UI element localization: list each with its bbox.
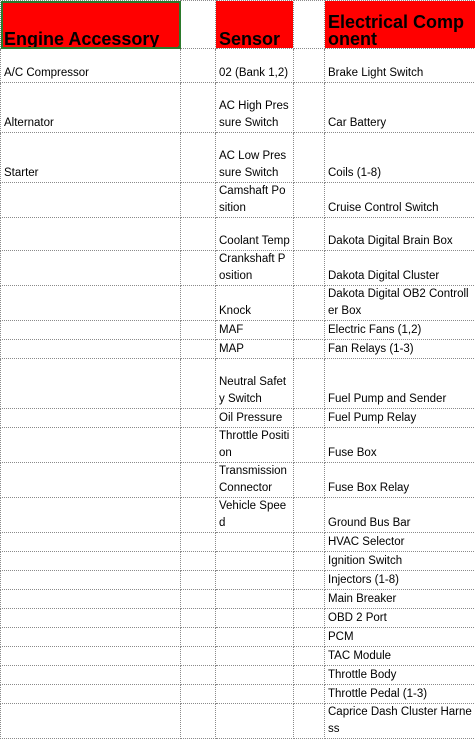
empty-cell[interactable]: [181, 321, 216, 340]
sensor-cell[interactable]: [216, 321, 294, 340]
empty-cell[interactable]: [181, 552, 216, 571]
electrical-component-cell[interactable]: [325, 609, 475, 628]
empty-cell[interactable]: [181, 609, 216, 628]
empty-cell[interactable]: [181, 533, 216, 552]
empty-cell[interactable]: [294, 533, 325, 552]
empty-cell[interactable]: [294, 590, 325, 609]
electrical-component-cell[interactable]: [325, 133, 475, 183]
electrical-component-cell[interactable]: [325, 286, 475, 321]
sensor-cell[interactable]: [216, 571, 294, 590]
empty-cell[interactable]: [181, 628, 216, 647]
engine-accessory-cell[interactable]: [1, 590, 181, 609]
sensor-cell[interactable]: [216, 498, 294, 533]
header-cell-electrical-component[interactable]: Electrical Component: [325, 1, 475, 49]
empty-cell[interactable]: [181, 666, 216, 685]
sensor-cell[interactable]: [216, 666, 294, 685]
empty-cell[interactable]: [294, 49, 325, 83]
cell-text: Fan Relays (1-3): [328, 342, 414, 355]
table-row: [1, 609, 475, 628]
empty-cell[interactable]: [181, 251, 216, 286]
table-row: [1, 83, 475, 133]
electrical-component-cell[interactable]: [325, 666, 475, 685]
table-row: [1, 533, 475, 552]
table-row: [1, 498, 475, 533]
table-row: [1, 463, 475, 498]
table-row: [1, 133, 475, 183]
electrical-component-cell[interactable]: [325, 183, 475, 218]
sensor-cell[interactable]: [216, 463, 294, 498]
electrical-component-cell[interactable]: [325, 251, 475, 286]
engine-accessory-cell[interactable]: [1, 628, 181, 647]
cell-text: Ground Bus Bar: [328, 516, 411, 529]
cell-text: Throttle Position: [219, 430, 290, 459]
empty-cell[interactable]: [294, 552, 325, 571]
empty-cell[interactable]: [181, 409, 216, 428]
sensor-cell[interactable]: [216, 133, 294, 183]
cell-text: MAF: [219, 323, 244, 336]
sensor-cell[interactable]: [216, 286, 294, 321]
empty-cell[interactable]: [294, 183, 325, 218]
cell-text: TAC Module: [328, 649, 392, 662]
table-row: [1, 685, 475, 704]
electrical-component-cell[interactable]: [325, 359, 475, 409]
table-row: [1, 552, 475, 571]
cell-text: Knock: [219, 304, 251, 317]
empty-cell[interactable]: [181, 498, 216, 533]
empty-cell[interactable]: [294, 704, 325, 739]
table-row: [1, 571, 475, 590]
table-row: [1, 704, 475, 739]
empty-cell[interactable]: [294, 628, 325, 647]
empty-cell[interactable]: [181, 133, 216, 183]
cell-text: Coolant Temp: [219, 234, 290, 247]
cell-text: Camshaft Position: [219, 185, 286, 214]
header-cell-sensor[interactable]: Sensor: [216, 1, 294, 49]
empty-cell[interactable]: [181, 571, 216, 590]
cell-text: Dakota Digital OB2 Controller Box: [328, 288, 469, 317]
cell-text: Oil Pressure: [219, 411, 283, 424]
sensor-cell[interactable]: [216, 704, 294, 739]
empty-cell[interactable]: [181, 590, 216, 609]
empty-cell[interactable]: [181, 359, 216, 409]
table-row: [1, 340, 475, 359]
table-row: [1, 428, 475, 463]
table-row: [1, 359, 475, 409]
sensor-cell[interactable]: [216, 647, 294, 666]
table-row: [1, 286, 475, 321]
engine-accessory-cell[interactable]: [1, 428, 181, 463]
sensor-cell[interactable]: [216, 83, 294, 133]
cell-text: Brake Light Switch: [328, 66, 424, 79]
cell-text: Injectors (1-8): [328, 573, 399, 586]
cell-text: Caprice Dash Cluster Harness: [328, 706, 472, 735]
cell-text: AC Low Pressure Switch: [219, 150, 287, 179]
table-row: [1, 49, 475, 83]
empty-cell[interactable]: [294, 428, 325, 463]
header-row: [1, 1, 475, 49]
engine-accessory-cell[interactable]: [1, 359, 181, 409]
engine-accessory-cell[interactable]: [1, 218, 181, 251]
cell-text: Fuse Box: [328, 446, 377, 459]
engine-accessory-cell[interactable]: [1, 704, 181, 739]
engine-accessory-cell[interactable]: [1, 409, 181, 428]
cell-text: Coils (1-8): [328, 166, 382, 179]
sensor-cell[interactable]: [216, 628, 294, 647]
table-row: [1, 251, 475, 286]
cell-text: Transmission Connector: [219, 465, 287, 494]
sensor-cell[interactable]: [216, 685, 294, 704]
engine-accessory-cell[interactable]: [1, 498, 181, 533]
cell-text: Neutral Safety Switch: [219, 376, 287, 405]
engine-accessory-cell[interactable]: [1, 183, 181, 218]
sensor-cell[interactable]: [216, 552, 294, 571]
engine-accessory-cell[interactable]: [1, 133, 181, 183]
table-row: [1, 666, 475, 685]
table-row: [1, 590, 475, 609]
electrical-component-cell[interactable]: [325, 685, 475, 704]
electrical-component-cell[interactable]: [325, 321, 475, 340]
empty-cell[interactable]: [181, 218, 216, 251]
empty-cell[interactable]: [294, 685, 325, 704]
electrical-component-cell[interactable]: [325, 428, 475, 463]
sensor-cell[interactable]: [216, 590, 294, 609]
electrical-component-cell[interactable]: [325, 463, 475, 498]
sensor-cell[interactable]: [216, 218, 294, 251]
table-row: [1, 409, 475, 428]
sensor-cell[interactable]: [216, 251, 294, 286]
engine-accessory-cell[interactable]: [1, 609, 181, 628]
sensor-cell[interactable]: [216, 609, 294, 628]
engine-accessory-cell[interactable]: [1, 286, 181, 321]
cell-text: Fuse Box Relay: [328, 481, 410, 494]
empty-cell[interactable]: [294, 647, 325, 666]
electrical-component-cell[interactable]: [325, 628, 475, 647]
empty-cell[interactable]: [181, 83, 216, 133]
cell-text: Alternator: [4, 116, 54, 129]
cell-text: Fuel Pump and Sender: [328, 392, 447, 405]
sensor-cell[interactable]: [216, 340, 294, 359]
empty-cell[interactable]: [181, 647, 216, 666]
cell-text: 02 (Bank 1,2): [219, 66, 289, 79]
table-row: [1, 183, 475, 218]
cell-text: Ignition Switch: [328, 554, 403, 567]
empty-cell[interactable]: [294, 286, 325, 321]
empty-cell[interactable]: [181, 340, 216, 359]
cell-text: HVAC Selector: [328, 535, 405, 548]
empty-cell[interactable]: [294, 321, 325, 340]
sensor-cell[interactable]: [216, 49, 294, 83]
empty-cell[interactable]: [294, 251, 325, 286]
engine-accessory-cell[interactable]: [1, 321, 181, 340]
table-row: [1, 647, 475, 666]
cell-text: MAP: [219, 342, 244, 355]
cell-text: OBD 2 Port: [328, 611, 387, 624]
electrical-component-cell[interactable]: [325, 83, 475, 133]
sensor-cell[interactable]: [216, 409, 294, 428]
engine-accessory-cell[interactable]: [1, 571, 181, 590]
engine-accessory-cell[interactable]: [1, 533, 181, 552]
cell-text: Main Breaker: [328, 592, 397, 605]
empty-cell[interactable]: [294, 218, 325, 251]
empty-cell[interactable]: [181, 1, 216, 49]
electrical-component-cell[interactable]: [325, 409, 475, 428]
empty-cell[interactable]: [294, 359, 325, 409]
electrical-component-cell[interactable]: [325, 704, 475, 739]
cell-text: Starter: [4, 166, 39, 179]
sensor-cell[interactable]: [216, 183, 294, 218]
electrical-component-cell[interactable]: [325, 571, 475, 590]
empty-cell[interactable]: [181, 286, 216, 321]
electrical-component-cell[interactable]: [325, 498, 475, 533]
engine-accessory-cell[interactable]: [1, 49, 181, 83]
cell-text: Dakota Digital Cluster: [328, 269, 440, 282]
electrical-component-cell[interactable]: [325, 218, 475, 251]
empty-cell[interactable]: [294, 83, 325, 133]
cell-text: Throttle Body: [328, 668, 397, 681]
empty-cell[interactable]: [181, 49, 216, 83]
electrical-component-cell[interactable]: [325, 552, 475, 571]
sensor-cell[interactable]: [216, 533, 294, 552]
empty-cell[interactable]: [294, 409, 325, 428]
empty-cell[interactable]: [181, 428, 216, 463]
cell-text: AC High Pressure Switch: [219, 100, 289, 129]
empty-cell[interactable]: [294, 498, 325, 533]
sensor-cell[interactable]: [216, 428, 294, 463]
cell-text: Vehicle Speed: [219, 500, 287, 529]
table-row: [1, 321, 475, 340]
sensor-cell[interactable]: [216, 359, 294, 409]
empty-cell[interactable]: [181, 463, 216, 498]
empty-cell[interactable]: [294, 609, 325, 628]
engine-accessory-cell[interactable]: [1, 647, 181, 666]
table-row: [1, 628, 475, 647]
empty-cell[interactable]: [294, 340, 325, 359]
engine-accessory-cell[interactable]: [1, 251, 181, 286]
empty-cell[interactable]: [181, 704, 216, 739]
empty-cell[interactable]: [294, 1, 325, 49]
empty-cell[interactable]: [181, 183, 216, 218]
empty-cell[interactable]: [294, 133, 325, 183]
engine-accessory-cell[interactable]: [1, 552, 181, 571]
engine-accessory-cell[interactable]: [1, 685, 181, 704]
engine-accessory-cell[interactable]: [1, 83, 181, 133]
cell-text: A/C Compressor: [4, 66, 89, 79]
engine-accessory-cell[interactable]: [1, 340, 181, 359]
electrical-component-cell[interactable]: [325, 49, 475, 83]
empty-cell[interactable]: [294, 571, 325, 590]
electrical-component-cell[interactable]: [325, 647, 475, 666]
cell-text: Throttle Pedal (1-3): [328, 687, 428, 700]
table-row: [1, 218, 475, 251]
cell-text: Fuel Pump Relay: [328, 411, 417, 424]
empty-cell[interactable]: [294, 463, 325, 498]
cell-text: Electric Fans (1,2): [328, 323, 422, 336]
header-cell-engine-accessory[interactable]: Engine Accessory: [1, 1, 181, 49]
engine-accessory-cell[interactable]: [1, 463, 181, 498]
cell-text: PCM: [328, 630, 354, 643]
electrical-component-cell[interactable]: [325, 590, 475, 609]
electrical-component-cell[interactable]: [325, 340, 475, 359]
cell-text: Car Battery: [328, 116, 387, 129]
engine-accessory-cell[interactable]: [1, 666, 181, 685]
electrical-component-cell[interactable]: [325, 533, 475, 552]
cell-text: Dakota Digital Brain Box: [328, 234, 453, 247]
empty-cell[interactable]: [181, 685, 216, 704]
empty-cell[interactable]: [294, 666, 325, 685]
cell-text: Cruise Control Switch: [328, 201, 439, 214]
cell-text: Crankshaft Position: [219, 253, 286, 282]
